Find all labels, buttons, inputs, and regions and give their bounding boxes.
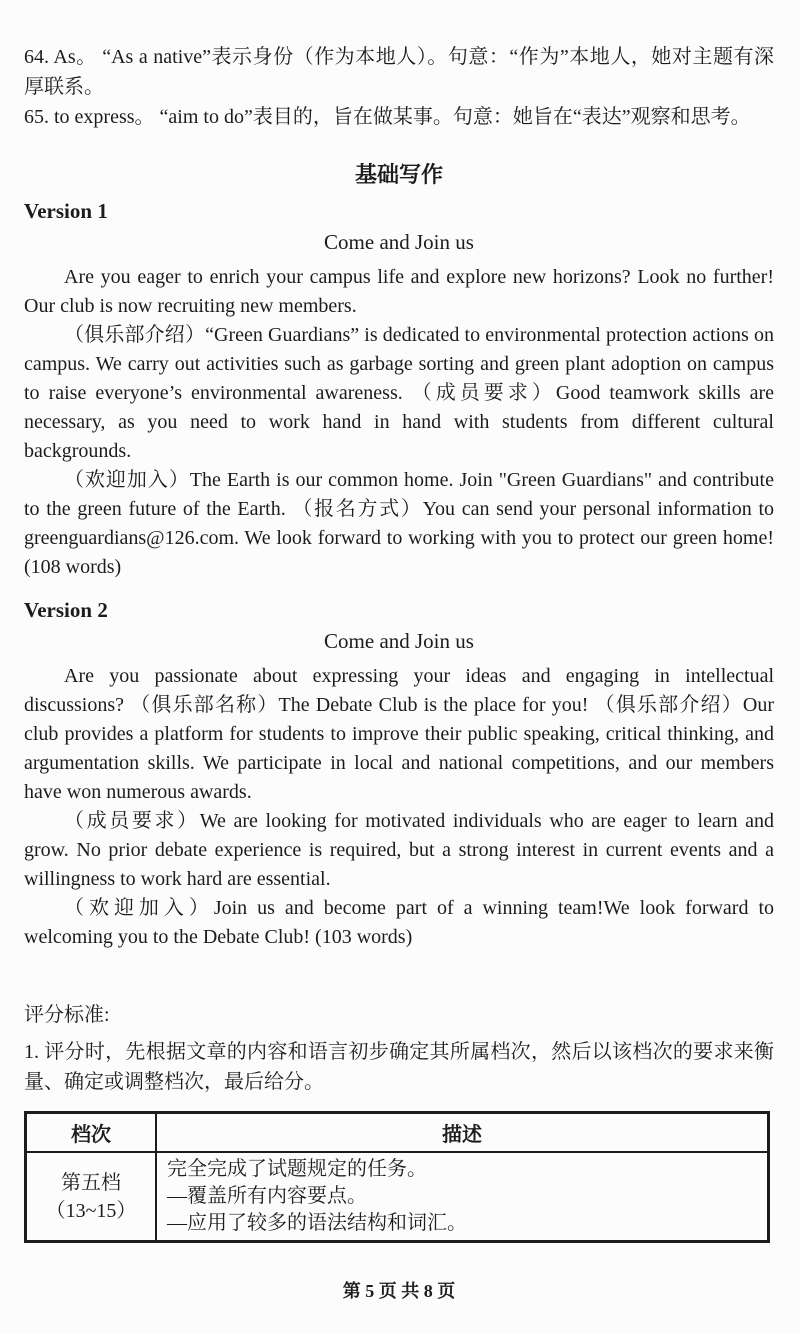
description-cell <box>156 1152 769 1242</box>
version-1-paragraph: Are you eager to enrich your campus life and explore new horizons? Look no further! Our club is now recruiting new members. <box>24 266 774 317</box>
version-2-essay-title: Come and Join us <box>324 629 474 653</box>
description-line: 完全完成了试题规定的任务。 <box>167 1158 427 1180</box>
table-row <box>26 1152 769 1242</box>
version-1-paragraph: （俱乐部介绍）“Green Guardians” is dedicated to environmental protection actions on campus. We carry out activities such as garbage sorting and green plant adoption on campus to raise everyone’s environmental awareness. （成员要求）Good teamwork skills are necessary, as you need to work hand in hand with students from different cultural backgrounds. <box>24 324 774 462</box>
version-2-paragraph: （欢迎加入）Join us and become part of a winning team!We look forward to welcoming you to the Debate Club! (103 words) <box>24 897 774 948</box>
section-title: 基础写作 <box>354 162 443 187</box>
table-header-description: 描述 <box>156 1113 769 1153</box>
page-number-footer: 第 5 页 共 8 页 <box>342 1281 456 1301</box>
scoring-table <box>24 1111 770 1243</box>
scoring-rule-1: 1. 评分时，先根据文章的内容和语言初步确定其所属档次，然后以该档次的要求来衡量、确定或调整档次，最后给分。 <box>24 1041 774 1093</box>
version-1-block <box>24 199 774 582</box>
level-name: 第五档 <box>61 1171 121 1194</box>
version-2-paragraph: Are you passionate about expressing your ideas and engaging in intellectual discussions? （俱乐部名称）The Debate Club is the place for you! （俱乐部介绍）Our club provides a platform for students to improve their public speaking, critical thinking, and argumentation skills. We participate in local and national competitions, and our members have won numerous awards. <box>24 665 774 803</box>
answer-note-65: 65. to express。 “aim to do”表目的，旨在做某事。句意：她旨在“表达”观察和思考。 <box>24 106 751 128</box>
table-header-row <box>26 1113 769 1153</box>
scoring-criteria-heading: 评分标准: <box>24 1004 110 1026</box>
description-line: —覆盖所有内容要点。 <box>167 1185 367 1207</box>
table-header-level: 档次 <box>26 1113 157 1153</box>
version-1-essay-title: Come and Join us <box>324 230 474 254</box>
answer-note-64: 64. As。 “As a native”表示身份（作为本地人）。句意：“作为”本地人，她对主题有深厚联系。 <box>24 46 774 98</box>
version-1-paragraph: （欢迎加入）The Earth is our common home. Join "Green Guardians" and contribute to the green future of the Earth. （报名方式）You can send your personal information to greenguardians@126.com. We look forward to working with you to protect our green home! (108 words) <box>24 469 774 578</box>
description-line: —应用了较多的语法结构和词汇。 <box>167 1212 467 1234</box>
level-cell <box>26 1152 157 1242</box>
version-1-label: Version 1 <box>24 199 108 223</box>
version-2-paragraph: （成员要求）We are looking for motivated individuals who are eager to learn and grow. No prior debate experience is required, but a strong interest in current events and a willingness to work hard are essential. <box>24 810 774 890</box>
version-2-block <box>24 598 774 952</box>
version-2-label: Version 2 <box>24 598 108 622</box>
level-score-range: （13~15） <box>45 1199 137 1222</box>
